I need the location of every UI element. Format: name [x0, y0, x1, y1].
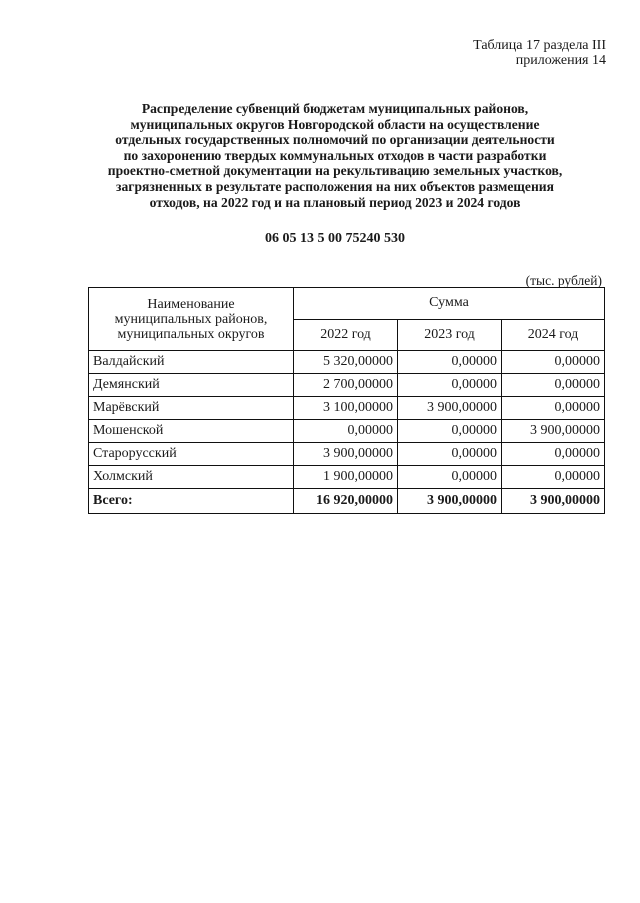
amount-2022: 1 900,00000 [294, 466, 398, 489]
title-line: Распределение субвенций бюджетам муниципальных районов, [141, 101, 529, 116]
column-header-name [89, 288, 294, 351]
amount-2022: 3 100,00000 [294, 397, 398, 420]
column-header-name-line: муниципальных районов, [114, 311, 268, 327]
title-line: загрязненных в результате расположения на них объектов размещения [116, 178, 554, 194]
column-header-name-line: муниципальных округов [117, 326, 265, 342]
title-line: отходов, на 2022 год и на плановый период 2023 и 2024 годов [149, 194, 521, 210]
title-line: муниципальных округов Новгородской области на осуществление [130, 116, 540, 132]
amount-2024: 0,00000 [502, 351, 605, 374]
column-header-sum: Сумма [294, 288, 605, 320]
table-reference-line-2: приложения 14 [515, 53, 606, 68]
table-row [89, 397, 605, 420]
title-line: по захоронению твердых коммунальных отходов в части разработки [123, 147, 547, 163]
table-row [89, 374, 605, 397]
amount-2022: 3 900,00000 [294, 443, 398, 466]
table-reference-line-1: Таблица 17 раздела III [473, 38, 606, 53]
total-label: Всего: [89, 489, 294, 514]
district-name: Мошенской [89, 420, 294, 443]
column-header-2023: 2023 год [398, 319, 502, 351]
allocation-table [88, 287, 605, 514]
amount-2024: 0,00000 [502, 397, 605, 420]
amount-2023: 3 900,00000 [398, 397, 502, 420]
total-2022: 16 920,00000 [294, 489, 398, 514]
district-name: Марёвский [89, 397, 294, 420]
amount-2023: 0,00000 [398, 466, 502, 489]
table-row [89, 443, 605, 466]
budget-classification-code: 06 05 13 5 00 75240 530 [265, 231, 405, 246]
amount-2024: 0,00000 [502, 466, 605, 489]
table-row [89, 466, 605, 489]
column-header-2024: 2024 год [502, 319, 605, 351]
amount-2022: 2 700,00000 [294, 374, 398, 397]
amount-2022: 5 320,00000 [294, 351, 398, 374]
amount-2023: 0,00000 [398, 443, 502, 466]
amount-2023: 0,00000 [398, 374, 502, 397]
amount-2024: 3 900,00000 [502, 420, 605, 443]
district-name: Старорусский [89, 443, 294, 466]
column-header-2022: 2022 год [294, 319, 398, 351]
amount-2022: 0,00000 [294, 420, 398, 443]
title-line: проектно-сметной документации на рекультивацию земельных участков, [107, 163, 563, 179]
district-name: Холмский [89, 466, 294, 489]
district-name: Валдайский [89, 351, 294, 374]
amount-2024: 0,00000 [502, 374, 605, 397]
amount-2024: 0,00000 [502, 443, 605, 466]
title-line: отдельных государственных полномочий по организации деятельности [115, 132, 555, 148]
document-title [92, 101, 578, 210]
table-row [89, 351, 605, 374]
total-2024: 3 900,00000 [502, 489, 605, 514]
amount-2023: 0,00000 [398, 351, 502, 374]
table-row [89, 420, 605, 443]
table-reference [386, 38, 606, 68]
total-row [89, 489, 605, 514]
total-2023: 3 900,00000 [398, 489, 502, 514]
column-header-name-line: Наименование [147, 296, 235, 312]
amount-2023: 0,00000 [398, 420, 502, 443]
district-name: Демянский [89, 374, 294, 397]
units-label: (тыс. рублей) [525, 273, 602, 288]
